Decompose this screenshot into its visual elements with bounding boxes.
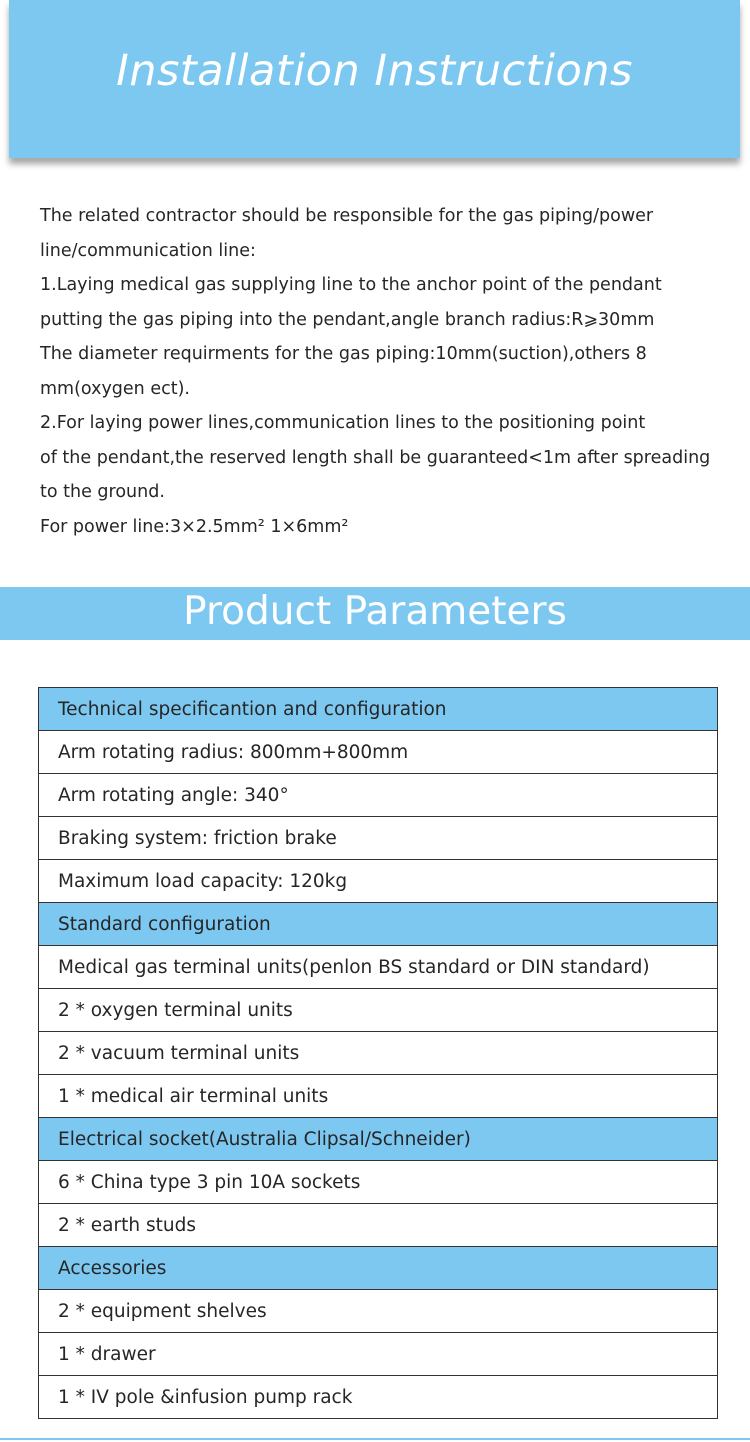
table-row <box>39 1376 718 1419</box>
product-parameters-title: Product Parameters <box>183 589 567 634</box>
instruction-line: to the ground. <box>40 482 165 502</box>
table-row <box>39 1204 718 1247</box>
instruction-line: putting the gas piping into the pendant,angle branch radius:R⩾30mm <box>40 309 655 330</box>
table-cell: 1 * IV pole &infusion pump rack <box>39 1376 718 1419</box>
table-cell: 1 * drawer <box>39 1333 718 1376</box>
table-row <box>39 731 718 774</box>
table-row <box>39 1161 718 1204</box>
table-cell: Electrical socket(Australia Clipsal/Schneider) <box>39 1118 718 1161</box>
table-row <box>39 1290 718 1333</box>
table-row <box>39 774 718 817</box>
table-section-row <box>39 688 718 731</box>
instruction-line: 1.Laying medical gas supplying line to the anchor point of the pendant <box>40 275 662 295</box>
table-cell: Accessories <box>39 1247 718 1290</box>
table-cell: Arm rotating radius: 800mm+800mm <box>39 731 718 774</box>
spec-table <box>38 687 718 1419</box>
table-cell: 2 * vacuum terminal units <box>39 1032 718 1075</box>
table-row <box>39 817 718 860</box>
table-section-row <box>39 903 718 946</box>
table-cell: 2 * oxygen terminal units <box>39 989 718 1032</box>
table-row <box>39 989 718 1032</box>
table-cell: 6 * China type 3 pin 10A sockets <box>39 1161 718 1204</box>
instruction-line: The related contractor should be responsible for the gas piping/power <box>40 206 654 226</box>
instruction-line: of the pendant,the reserved length shall be guaranteed<1m after spreading <box>40 447 711 468</box>
table-row <box>39 1333 718 1376</box>
table-cell: Standard configuration <box>39 903 718 946</box>
table-cell: Braking system: friction brake <box>39 817 718 860</box>
table-cell: 1 * medical air terminal units <box>39 1075 718 1118</box>
product-parameters-banner <box>0 587 750 640</box>
table-cell: Maximum load capacity: 120kg <box>39 860 718 903</box>
installation-title: Installation Instructions <box>116 46 633 96</box>
table-cell: 2 * equipment shelves <box>39 1290 718 1333</box>
installation-instructions <box>40 199 740 544</box>
table-row <box>39 1032 718 1075</box>
bottom-divider <box>0 1438 750 1440</box>
table-section-row <box>39 1247 718 1290</box>
installation-banner <box>9 0 740 158</box>
instruction-line: line/communication line: <box>40 240 256 261</box>
table-cell: 2 * earth studs <box>39 1204 718 1247</box>
table-section-row <box>39 1118 718 1161</box>
table-row <box>39 946 718 989</box>
table-cell: Technical specificantion and configuration <box>39 688 718 731</box>
instruction-line: 2.For laying power lines,communication lines to the positioning point <box>40 413 646 433</box>
table-row <box>39 860 718 903</box>
instruction-line: The diameter requirments for the gas piping:10mm(suction),others 8 <box>40 344 647 364</box>
table-cell: Medical gas terminal units(penlon BS standard or DIN standard) <box>39 946 718 989</box>
instruction-line: For power line:3×2.5mm² 1×6mm² <box>40 516 349 537</box>
table-cell: Arm rotating angle: 340° <box>39 774 718 817</box>
instruction-line: mm(oxygen ect). <box>40 378 190 399</box>
table-row <box>39 1075 718 1118</box>
